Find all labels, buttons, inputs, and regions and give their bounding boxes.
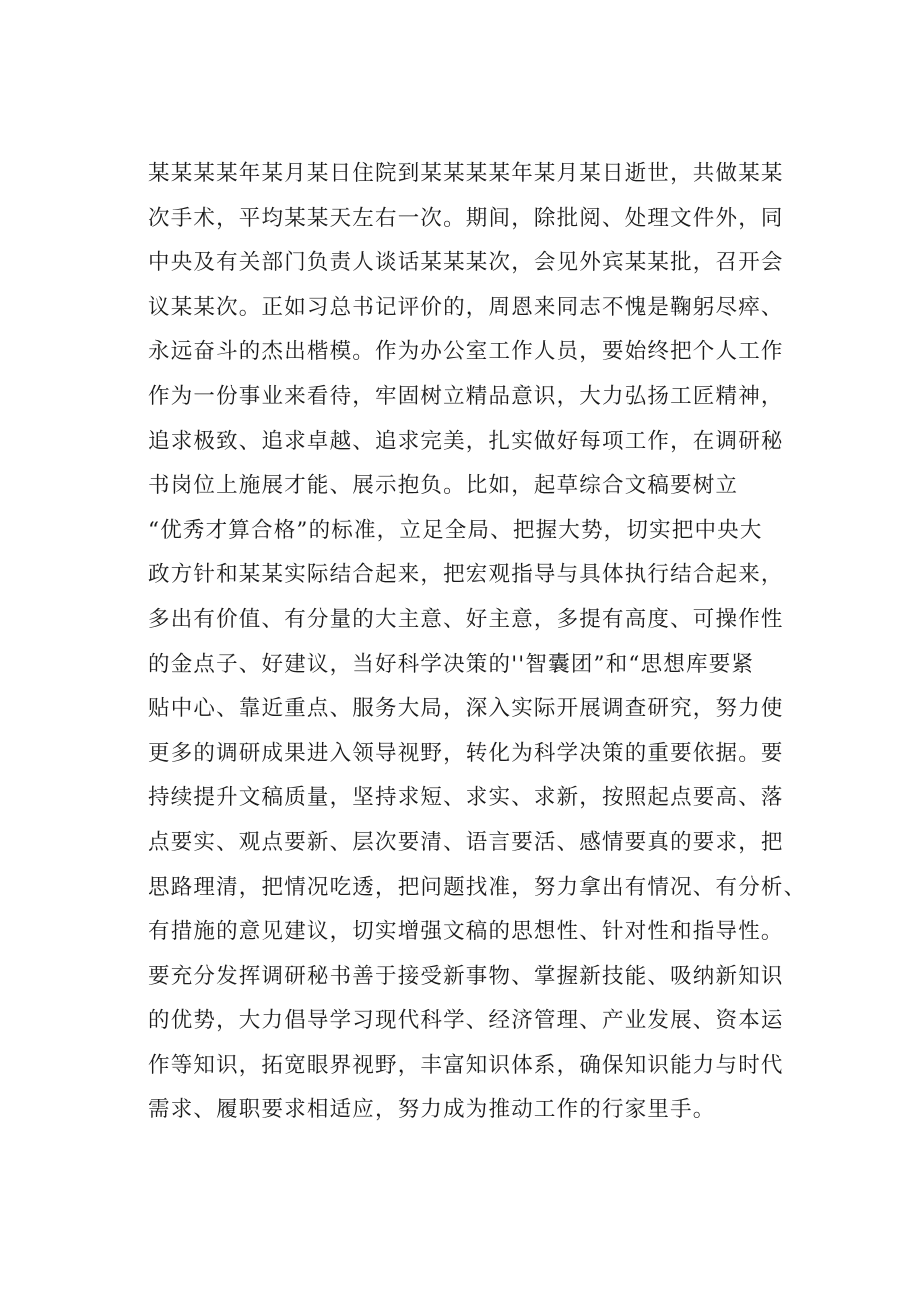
- text-line-9: “优秀才算合格”的标准，立足全局、把握大势，切实把中央大: [148, 517, 763, 543]
- text-line-5: 永远奋斗的杰出楷模。作为办公室工作人员，要始终把个人工作: [148, 339, 784, 365]
- text-line-15: 持续提升文稿质量，坚持求短、求实、求新，按照起点要高、落: [148, 785, 784, 811]
- text-line-11: 多出有价值、有分量的大主意、好主意，多提有高度、可操作性: [148, 606, 784, 632]
- text-line-10: 政方针和某某实际结合起来，把宏观指导与具体执行结合起来，: [148, 562, 784, 588]
- text-line-22: 需求、履职要求相适应，努力成为推动工作的行家里手。: [148, 1097, 716, 1123]
- text-line-2: 次手术，平均某某天左右一次。期间，除批阅、处理文件外，同: [148, 205, 784, 231]
- text-line-17: 思路理清，把情况吃透，把问题找准，努力拿出有情况、有分析、: [148, 874, 807, 900]
- text-line-19: 要充分发挥调研秘书善于接受新事物、掌握新技能、吸纳新知识: [148, 963, 784, 989]
- text-line-12: 的金点子、好建议，当好科学决策的''智囊团”和“思想库要紧: [148, 651, 755, 677]
- text-line-16: 点要实、观点要新、层次要清、语言要活、感情要真的要求，把: [148, 829, 784, 855]
- text-line-8: 书岗位上施展才能、展示抱负。比如，起草综合文稿要树立: [148, 473, 739, 499]
- text-line-6: 作为一份事业来看待，牢固树立精品意识，大力弘扬工匠精神，: [148, 383, 784, 409]
- text-line-21: 作等知识，拓宽眼界视野，丰富知识体系，确保知识能力与时代: [148, 1052, 784, 1078]
- text-line-20: 的优势，大力倡导学习现代科学、经济管理、产业发展、资本运: [148, 1008, 784, 1034]
- text-line-7: 追求极致、追求卓越、追求完美，扎实做好每项工作，在调研秘: [148, 428, 784, 454]
- text-line-13: 贴中心、靠近重点、服务大局，深入实际开展调查研究，努力使: [148, 696, 784, 722]
- body-paragraph: [148, 152, 848, 1133]
- text-line-4: 议某某次。正如习总书记评价的，周恩来同志不愧是鞠躬尽瘁、: [148, 294, 784, 320]
- text-line-18: 有措施的意见建议，切实增强文稿的思想性、针对性和指导性。: [148, 919, 784, 945]
- text-line-3: 中央及有关部门负责人谈话某某某次，会见外宾某某批，召开会: [148, 250, 784, 276]
- text-line-14: 更多的调研成果进入领导视野，转化为科学决策的重要依据。要: [148, 740, 784, 766]
- text-line-1: 某某某某年某月某日住院到某某某某年某月某日逝世，共做某某: [148, 161, 784, 186]
